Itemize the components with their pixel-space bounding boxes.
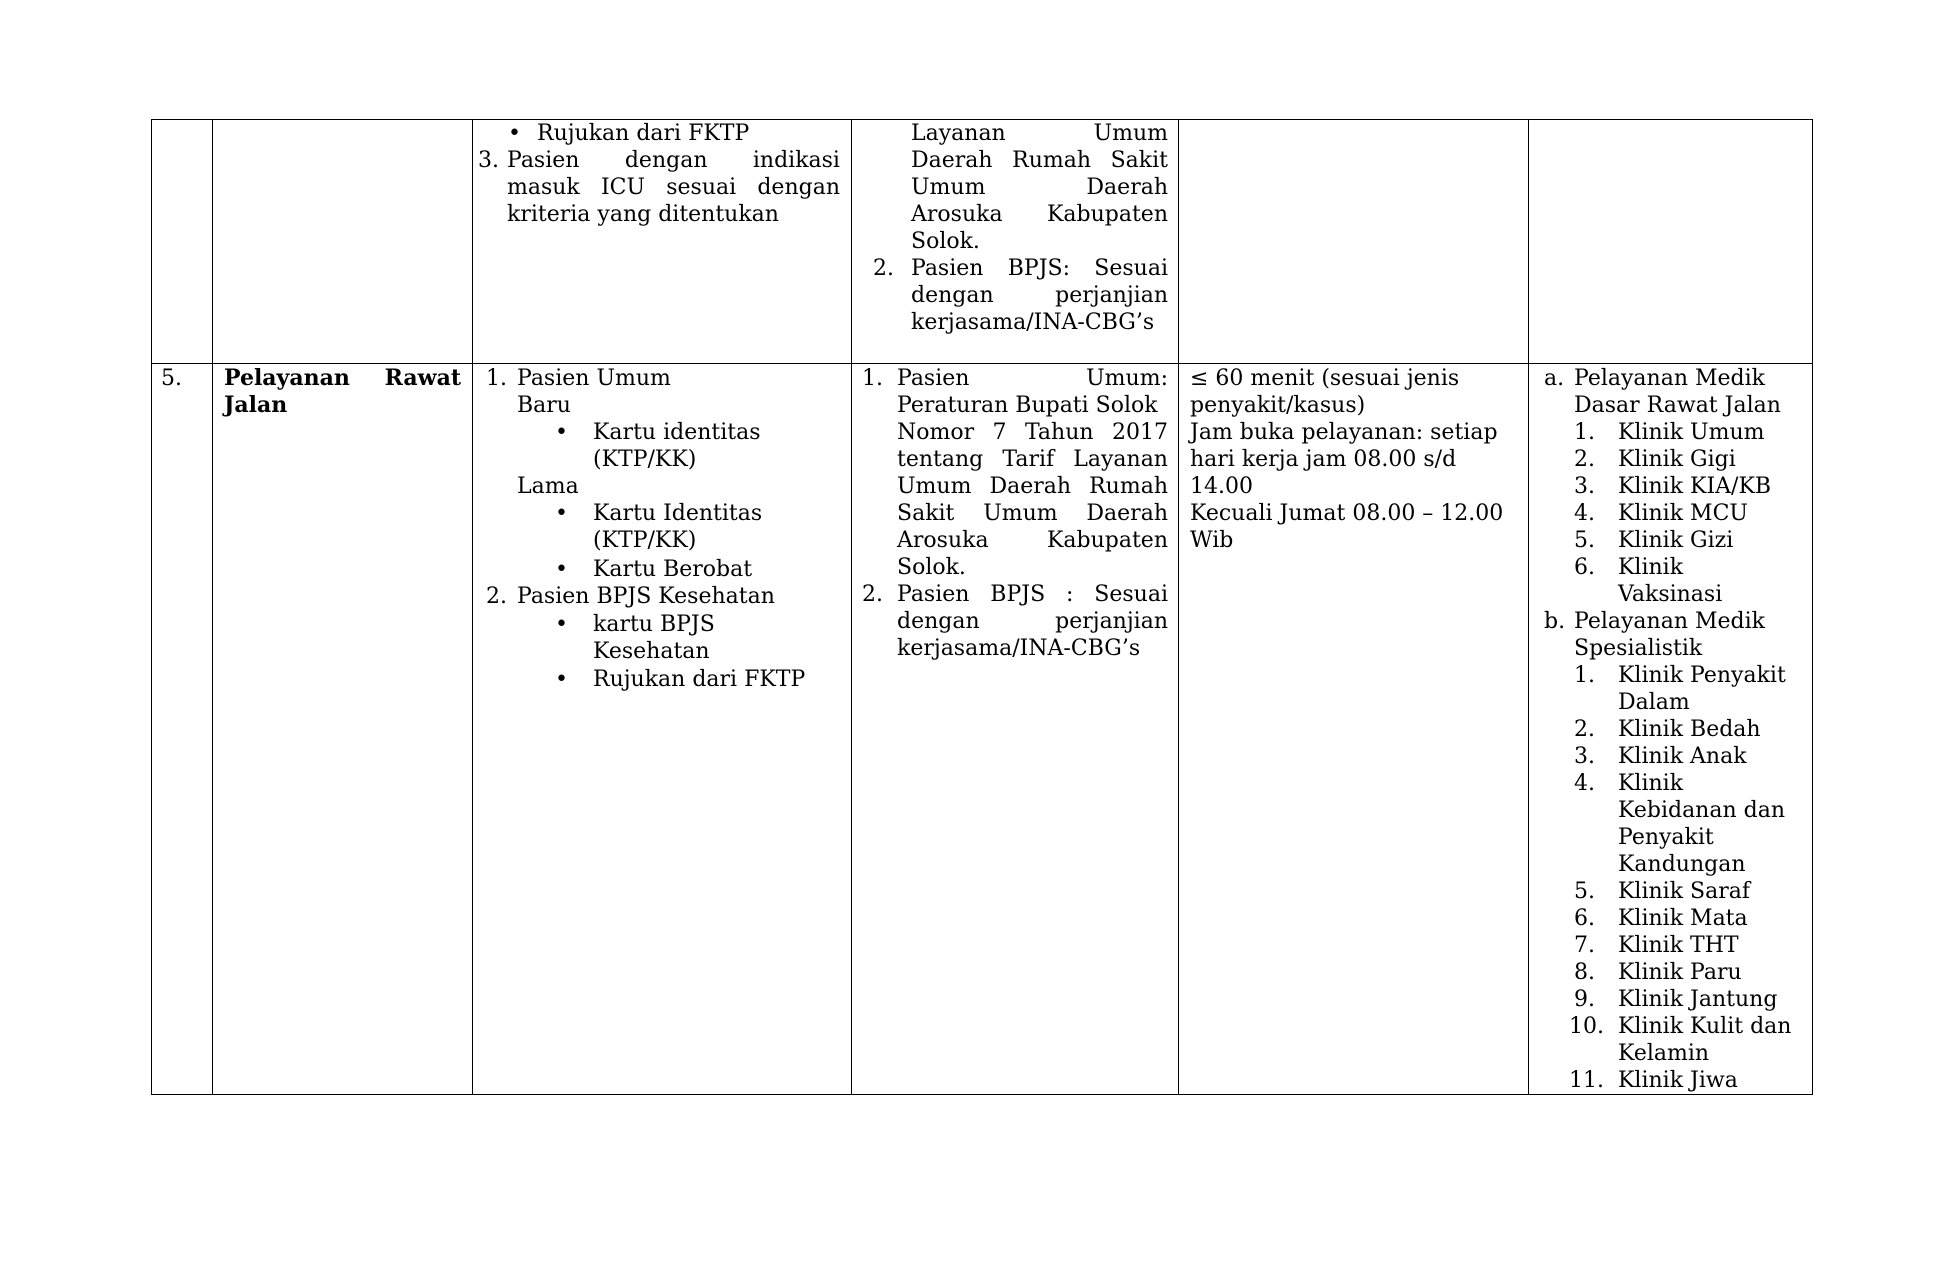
requirement-item: Rujukan dari FKTP	[593, 667, 806, 692]
clinic-item: Klinik	[1618, 771, 1684, 796]
list-number: 6.	[1574, 906, 1595, 931]
clinic-item: Kelamin	[1618, 1041, 1710, 1066]
list-number: 2.	[486, 584, 507, 609]
list-number: 1.	[486, 366, 507, 391]
cost-text-line: Umum Daerah	[911, 175, 1168, 200]
requirement-item: (KTP/KK)	[593, 528, 697, 553]
bullet-icon: •	[508, 121, 521, 146]
table-bottom-border	[151, 1094, 1813, 1095]
list-number: 4.	[1574, 501, 1595, 526]
list-number: 3.	[1574, 744, 1595, 769]
list-number: 2.	[862, 582, 883, 607]
cost-text-line: Nomor 7 Tahun 2017	[897, 420, 1168, 445]
service-name: Jalan	[224, 392, 288, 418]
requirement-item: Kesehatan	[593, 639, 710, 664]
requirement-text-line: kriteria yang ditentukan	[507, 202, 779, 227]
column-divider	[1178, 119, 1179, 1095]
list-number: 3.	[478, 148, 499, 173]
clinic-item: Kandungan	[1618, 852, 1746, 877]
clinic-item: Kebidanan dan	[1618, 798, 1785, 823]
clinic-item: Klinik Kulit dan	[1618, 1014, 1792, 1039]
requirement-text-line: masuk ICU sesuai dengan	[507, 175, 840, 200]
clinic-item: Klinik Umum	[1618, 420, 1765, 445]
cost-text-line: kerjasama/INA-CBG’s	[897, 636, 1141, 661]
time-text-line: penyakit/kasus)	[1190, 393, 1366, 418]
requirement-text-line: Pasien dengan indikasi	[507, 148, 840, 173]
clinic-item: Klinik Paru	[1618, 960, 1742, 985]
row-divider	[151, 363, 1813, 364]
time-text-line: Wib	[1190, 528, 1234, 553]
column-divider	[212, 119, 213, 1095]
clinic-item: Klinik	[1618, 555, 1684, 580]
requirement-item: (KTP/KK)	[593, 447, 697, 472]
clinic-item: Dalam	[1618, 690, 1690, 715]
clinic-item: Klinik Gigi	[1618, 447, 1736, 472]
clinic-item: Klinik MCU	[1618, 501, 1748, 526]
cost-text-line: kerjasama/INA-CBG’s	[911, 310, 1155, 335]
clinic-item: Klinik Mata	[1618, 906, 1748, 931]
list-number: 11.	[1569, 1068, 1604, 1093]
requirement-subheading: Baru	[517, 393, 571, 418]
column-divider	[851, 119, 852, 1095]
list-number: 2.	[1574, 447, 1595, 472]
column-divider	[472, 119, 473, 1095]
cost-text-line: Layanan Umum	[911, 121, 1168, 146]
list-number: 5.	[1574, 879, 1595, 904]
cost-text-line: Umum Daerah Rumah	[897, 474, 1168, 499]
cost-text-line: tentang Tarif Layanan	[897, 447, 1168, 472]
bullet-icon: •	[555, 612, 568, 637]
requirement-heading: Pasien BPJS Kesehatan	[517, 584, 775, 609]
product-heading: Dasar Rawat Jalan	[1574, 393, 1781, 418]
cost-text-line: Pasien BPJS : Sesuai	[897, 582, 1168, 607]
list-number: 1.	[1574, 420, 1595, 445]
clinic-item: Vaksinasi	[1618, 582, 1723, 607]
clinic-item: Klinik KIA/KB	[1618, 474, 1772, 499]
cost-text-line: Solok.	[897, 555, 966, 580]
list-number: 2.	[873, 256, 894, 281]
list-number: 4.	[1574, 771, 1595, 796]
column-divider	[1812, 119, 1813, 1095]
time-text-line: 14.00	[1190, 474, 1253, 499]
product-heading: Spesialistik	[1574, 636, 1703, 661]
cost-text-line: Solok.	[911, 229, 980, 254]
requirement-subheading: Lama	[517, 474, 579, 499]
list-number: 8.	[1574, 960, 1595, 985]
time-text-line: ≤ 60 menit (sesuai jenis	[1190, 366, 1460, 391]
cost-text-line: Daerah Rumah Sakit	[911, 148, 1168, 173]
cost-text-line: Arosuka Kabupaten	[911, 202, 1168, 227]
product-heading: Pelayanan Medik	[1574, 609, 1765, 634]
list-letter: a.	[1544, 366, 1565, 391]
cost-text-line: dengan perjanjian	[897, 609, 1168, 634]
requirement-item: Kartu Berobat	[593, 557, 753, 582]
clinic-item: Klinik Bedah	[1618, 717, 1761, 742]
list-number: 10.	[1569, 1014, 1604, 1039]
list-number: 2.	[1574, 717, 1595, 742]
row-number: 5.	[161, 366, 182, 391]
time-text-line: hari kerja jam 08.00 s/d	[1190, 447, 1457, 472]
clinic-item: Klinik Jantung	[1618, 987, 1778, 1012]
cost-text-line: Sakit Umum Daerah	[897, 501, 1168, 526]
column-divider	[1528, 119, 1529, 1095]
requirement-heading: Pasien Umum	[517, 366, 671, 391]
cost-text-line: Arosuka Kabupaten	[897, 528, 1168, 553]
requirement-item: Rujukan dari FKTP	[537, 121, 750, 146]
service-name: Pelayanan Rawat	[224, 365, 461, 391]
list-number: 6.	[1574, 555, 1595, 580]
requirement-item: Kartu identitas	[593, 420, 761, 445]
requirement-item: Kartu Identitas	[593, 501, 763, 526]
list-number: 9.	[1574, 987, 1595, 1012]
list-number: 5.	[1574, 528, 1595, 553]
clinic-item: Penyakit	[1618, 825, 1714, 850]
bullet-icon: •	[555, 420, 568, 445]
clinic-item: Klinik Anak	[1618, 744, 1747, 769]
cost-text-line: Pasien BPJS: Sesuai	[911, 256, 1168, 281]
list-number: 1.	[1574, 663, 1595, 688]
column-divider	[151, 119, 152, 1095]
cost-text-line: Peraturan Bupati Solok	[897, 393, 1158, 418]
time-text-line: Kecuali Jumat 08.00 – 12.00	[1190, 501, 1504, 526]
requirement-item: kartu BPJS	[593, 612, 715, 637]
bullet-icon: •	[555, 501, 568, 526]
bullet-icon: •	[555, 667, 568, 692]
clinic-item: Klinik Saraf	[1618, 879, 1750, 904]
list-number: 7.	[1574, 933, 1595, 958]
clinic-item: Klinik Penyakit	[1618, 663, 1786, 688]
list-number: 3.	[1574, 474, 1595, 499]
cost-text-line: dengan perjanjian	[911, 283, 1168, 308]
clinic-item: Klinik Gizi	[1618, 528, 1734, 553]
time-text-line: Jam buka pelayanan: setiap	[1190, 420, 1498, 445]
clinic-item: Klinik Jiwa	[1618, 1068, 1738, 1093]
list-letter: b.	[1544, 609, 1566, 634]
list-number: 1.	[862, 366, 883, 391]
cost-text-line: Pasien Umum:	[897, 366, 1168, 391]
product-heading: Pelayanan Medik	[1574, 366, 1765, 391]
clinic-item: Klinik THT	[1618, 933, 1739, 958]
bullet-icon: •	[555, 557, 568, 582]
